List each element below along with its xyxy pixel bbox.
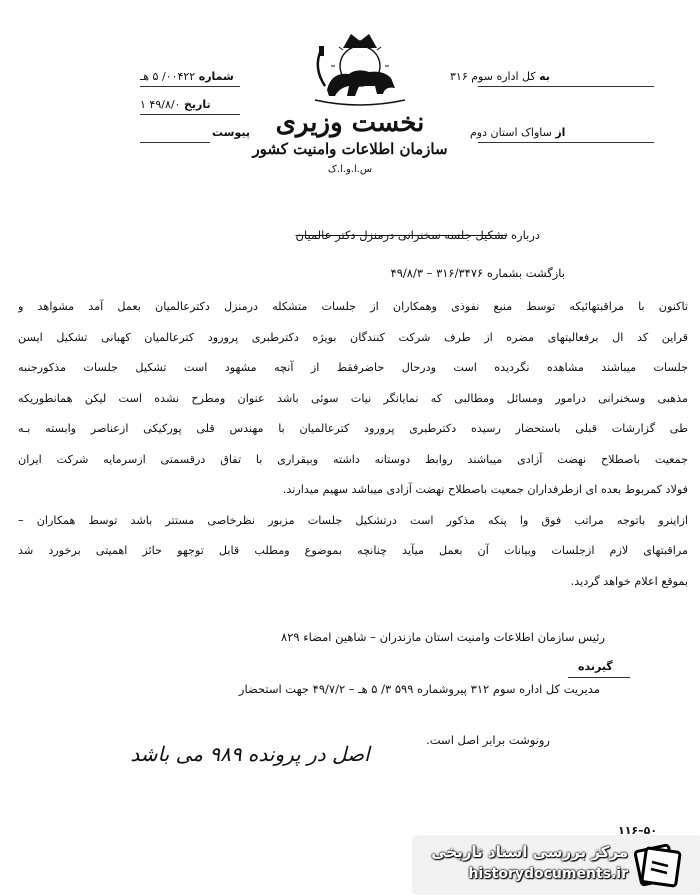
subject-label: درباره bbox=[511, 228, 540, 242]
from-line bbox=[478, 142, 654, 143]
org-code: س.ا.و.ا.ک bbox=[327, 164, 373, 175]
reference-line: بازگشت بشماره ۳۱۶/۳۴۷۶ – ۴۹/۸/۳ bbox=[390, 266, 565, 280]
to-label: به bbox=[539, 70, 550, 83]
body-line: مراقبتهای لازم ازجلسات وبیانات آن بعمل میآید چنانچه بموضوع ومطلب قابل توجهو حائز اهمیتی برخورد شد bbox=[18, 544, 688, 557]
number-value: ۰۰۴۲۲/ ۵ هـ bbox=[140, 70, 196, 83]
attachment-line bbox=[140, 142, 210, 143]
watermark-url: historydocuments.ir bbox=[468, 866, 628, 882]
attachment-field bbox=[212, 126, 250, 139]
to-value: کل اداره سوم ۳۱۶ bbox=[450, 70, 536, 83]
archive-folders-logo bbox=[632, 840, 684, 890]
lion-and-sun-emblem bbox=[305, 28, 415, 106]
signature-line: رئیس سازمان اطلاعات وامنیت استان مازندران – شاهین امضاء ۸۲۹ bbox=[281, 630, 605, 644]
letter-body bbox=[18, 292, 688, 597]
date-label: تاریخ bbox=[183, 98, 211, 111]
from-value: ساواک استان دوم bbox=[470, 126, 552, 139]
body-line: قراین کد ال برفعالیتهای مضره از طرف شرکت کنندگان بویژه دکترطبری پرورود کترعالمیان کهبانی تشکیل ایسن bbox=[18, 330, 688, 344]
to-field bbox=[450, 70, 550, 83]
body-line: ازاینرو باتوجه مراتب فوق وا پنکه مذکور است درتشکیل جلسات مزبور نظرخاصی مستتر باشد توسط همکاران – bbox=[18, 513, 688, 527]
attachment-label: پیوست bbox=[212, 126, 250, 139]
org-title: نخست وزیری bbox=[275, 108, 425, 138]
subject-value: تشکیل جلسه سخنرانی درمنزل دکتر عالمیان bbox=[295, 228, 508, 242]
recipients-line: مدیریت کل اداره سوم ۳۱۲ پیروشماره ۵۹۹ ۳/ ۵ هـ – ۴۹/۷/۲ جهت استحضار bbox=[238, 682, 600, 696]
body-line: جمعیت باصطلاح نهضت آزادی میباشند روابط دوستانه داشته وبیقراری با تفاق درقسمتی ازسرمایه شرکت ایران bbox=[18, 452, 688, 466]
body-line: جلسات میباشند مشاهده نگردیده است ودرحال حاضرفقط از آنچه مشهود است تشکیل جلسات مذکورجنبه bbox=[18, 361, 688, 374]
date-value: ۴۹/۸/۰ ۱ bbox=[140, 98, 181, 111]
from-field bbox=[470, 126, 565, 139]
handwritten-note: اصل در پرونده ۹۸۹ می باشد bbox=[130, 742, 370, 766]
recipients-label: گیرنده bbox=[578, 660, 613, 673]
body-line: فولاد کمربوط بعده ای ازطرفداران جمعیت باصطلاح نهضت آزادی میباشد سهیم میدارند. bbox=[282, 483, 688, 496]
org-subtitle: سازمان اطلاعات وامنیت کشور bbox=[252, 140, 448, 158]
number-line bbox=[140, 86, 240, 87]
body-line: مذهبی وسخنرانی درامور ومسائل ومطالبی که نمایانگر نیات سوئی باشد عنوان ومطرح نشده است لیکن همانطوریکه bbox=[18, 391, 688, 405]
copy-note: رونوشت برابر اصل است. bbox=[426, 733, 550, 747]
subject-line bbox=[296, 228, 540, 242]
number-label: شماره bbox=[198, 70, 234, 83]
page-number: ۱۱۶–۵۰ bbox=[618, 824, 658, 837]
date-field bbox=[140, 98, 211, 111]
recipients-underline bbox=[568, 677, 630, 678]
number-field bbox=[140, 70, 234, 83]
body-line: بموقع اعلام خواهد گردید. bbox=[570, 574, 688, 588]
body-line: تاکنون با مراقبتهائیکه توسط منبع نفوذی وهمکاران از جلسات متشکله درمنزل دکترعالمیان بعمل آمد مشواهد و bbox=[18, 300, 688, 313]
body-line: طی گزارشات قبلی باستحضار رسیده دکترطبری پرورود کترعالمیان با مهندس قلی پورکیکی ازعناصر وابسته بـه bbox=[18, 422, 688, 435]
date-line bbox=[140, 114, 240, 115]
watermark-title: مرکز بررسی اسناد تاریخی bbox=[431, 843, 628, 861]
to-line bbox=[478, 86, 654, 87]
from-label: از bbox=[555, 126, 566, 139]
